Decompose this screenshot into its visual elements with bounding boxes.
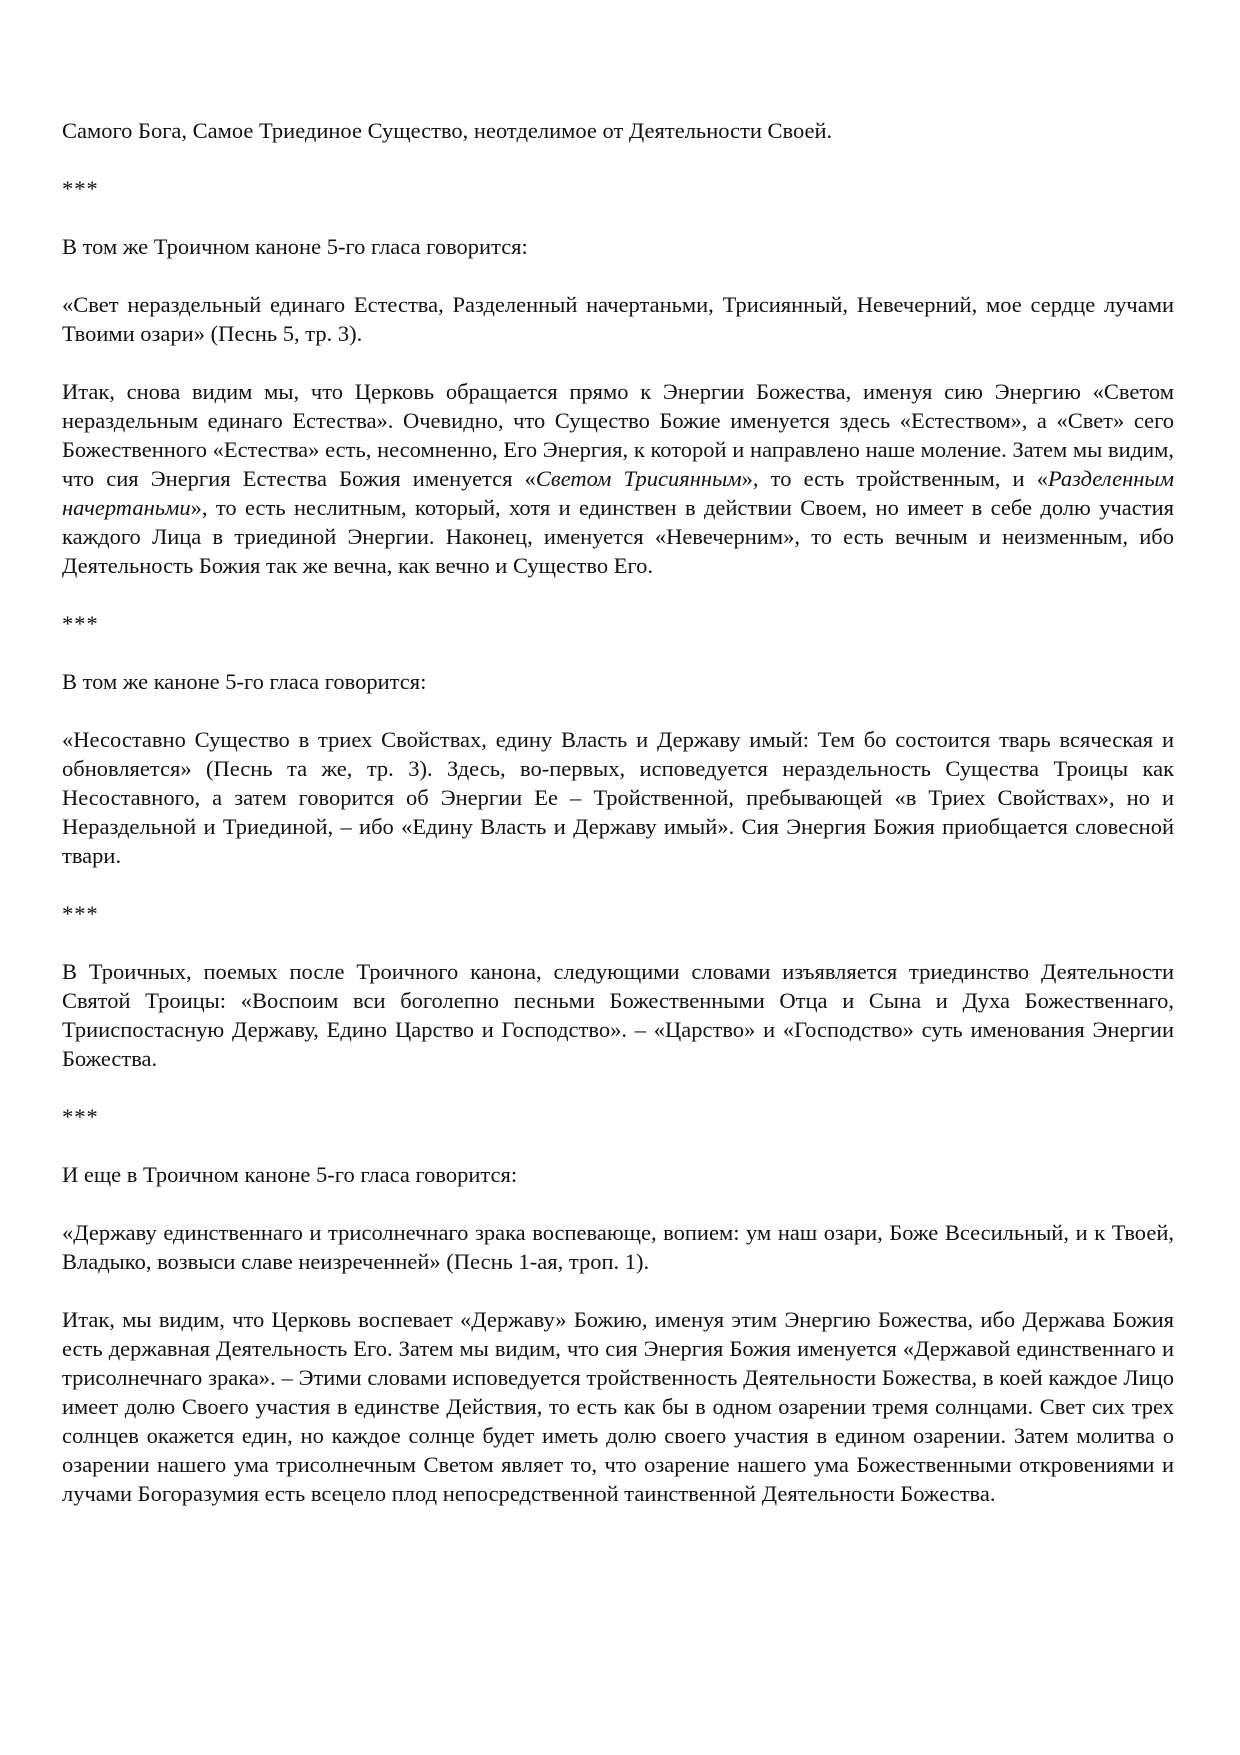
section-separator-1: ***: [62, 176, 99, 201]
paragraph-4-text-b: », то есть тройственным, и «: [741, 466, 1049, 491]
section-separator-2: ***: [62, 611, 99, 636]
paragraph-7: В Троичных, поемых после Троичного канона, следующими словами изъявляется триединство Деятельности Святой Троицы: «Воспоим вси боголепно песньми Божественными Отца и Сына и Духа Божественнаго, Трииспостасную Державу, Едино Царство и Господство». – «Царство» и «Господство» суть именования Энергии Божества.: [62, 959, 1174, 1071]
paragraph-2: В том же Троичном каноне 5-го гласа говорится:: [62, 234, 528, 259]
section-separator-4: ***: [62, 1104, 99, 1129]
paragraph-8: И еще в Троичном каноне 5-го гласа говорится:: [62, 1162, 518, 1187]
paragraph-5: В том же каноне 5-го гласа говорится:: [62, 669, 427, 694]
paragraph-4-text-c: », то есть неслитным, который, хотя и единствен в действии Своем, но имеет в себе долю участия каждого Лица в триединой Энергии. Наконец, именуется «Невечерним», то есть вечным и неизменным, ибо Деятельность Божия так же вечна, как вечно и Существо Его.: [62, 495, 1174, 578]
quote-paragraph-3: «Свет нераздельный единаго Естества, Разделенный начертаньми, Трисиянный, Невечерний, мое сердце лучами Твоими озари» (Песнь 5, тр. 3).: [62, 292, 1174, 346]
paragraph-4-text-a: Итак, снова видим мы, что Церковь обращается прямо к Энергии Божества, именуя сию Энергию «Светом нераздельным единаго Естества». Очевидно, что Существо Божие именуется здесь «Естеством», а «Свет» сего Божественного «Естества» есть, несомненно, Его Энергия, к которой и направлено наше моление. Затем мы видим, что сия Энергия Естества Божия именуется «: [62, 379, 1174, 491]
paragraph-10: Итак, мы видим, что Церковь воспевает «Державу» Божию, именуя этим Энергию Божества, ибо Держава Божия есть державная Деятельность Его. Затем мы видим, что сия Энергия Божия именуется «Державой единственнаго и трисолнечнаго зрака». – Этими словами исповедуется тройственность Деятельности Божества, в коей каждое Лицо имеет долю Своего участия в единстве Действия, то есть как бы в одном озарении тремя солнцами. Свет сих трех солнцев окажется един, но каждое солнце будет иметь долю своего участия в едином озарении. Затем молитва о озарении нашего ума трисолнечным Светом являет то, что озарение нашего ума Божественными откровениями и лучами Богоразумия есть всецело плод непосредственной таинственной Деятельности Божества.: [62, 1307, 1174, 1506]
paragraph-4-italic-b: Разделенным начертаньми: [62, 466, 1174, 520]
document-body: [62, 116, 1174, 1537]
paragraph-1: Самого Бога, Самое Триединое Существо, неотделимое от Деятельности Своей.: [62, 118, 833, 143]
paragraph-4: [62, 377, 1174, 580]
paragraph-4-italic-a: Светом Трисиянным: [535, 466, 742, 491]
paragraph-6: «Несоставно Существо в триех Свойствах, едину Власть и Державу имый: Тем бо состоится тварь всяческая и обновляется» (Песнь та же, тр. 3). Здесь, во-первых, исповедуется нераздельность Существа Троицы как Несоставного, а затем говорится об Энергии Ее – Тройственной, пребывающей «в Триех Свойствах», но и Нераздельной и Триединой, – ибо «Едину Власть и Державу имый». Сия Энергия Божия приобщается словесной твари.: [62, 727, 1174, 868]
quote-paragraph-9: «Державу единственнаго и трисолнечнаго зрака воспевающе, вопием: ум наш озари, Боже Всесильный, и к Твоей, Владыко, возвыси славе неизреченней» (Песнь 1-ая, троп. 1).: [62, 1220, 1174, 1274]
section-separator-3: ***: [62, 901, 99, 926]
